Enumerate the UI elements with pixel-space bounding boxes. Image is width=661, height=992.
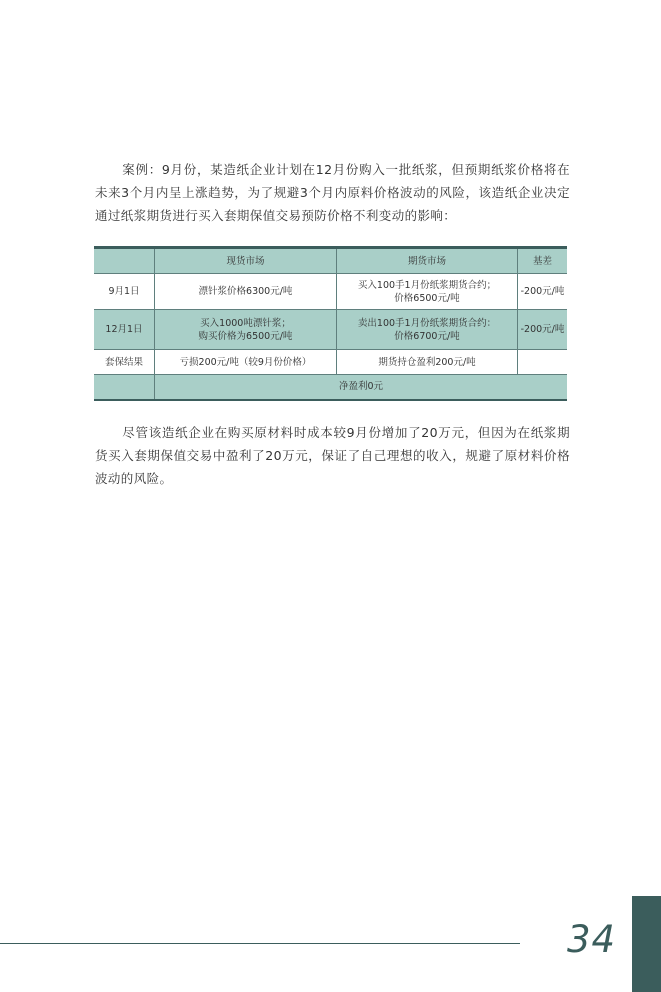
spot-cell: 漂针浆价格6300元/吨 — [155, 274, 337, 310]
futures-cell: 期货持仓盈利200元/吨 — [337, 350, 518, 375]
net-blank-cell — [94, 375, 155, 400]
header-basis: 基差 — [518, 248, 568, 274]
intro-text: 案例：9月份，某造纸企业计划在12月份购入一批纸浆，但预期纸浆价格将在未来3个月内呈上涨趋势，为了规避3个月内原料价格波动的风险，该造纸企业决定通过纸浆期货进行买入套期保值交易预防价格不利变动的影响： — [95, 162, 570, 223]
table-row — [94, 350, 567, 375]
row-label: 9月1日 — [94, 274, 155, 310]
conclusion-paragraph — [95, 421, 570, 490]
footer-rule — [0, 943, 520, 944]
basis-cell: -200元/吨 — [518, 274, 568, 310]
header-blank-cell — [94, 248, 155, 274]
net-result-row — [94, 375, 567, 400]
header-futures-market: 期货市场 — [337, 248, 518, 274]
net-result-cell: 净盈利0元 — [155, 375, 568, 400]
row-label: 套保结果 — [94, 350, 155, 375]
table-row — [94, 310, 567, 350]
futures-cell: 买入100手1月份纸浆期货合约； 价格6500元/吨 — [337, 274, 518, 310]
spot-cell: 买入1000吨漂针浆； 购买价格为6500元/吨 — [155, 310, 337, 350]
row-label: 12月1日 — [94, 310, 155, 350]
conclusion-text: 尽管该造纸企业在购买原材料时成本较9月份增加了20万元，但因为在纸浆期货买入套期保值交易中盈利了20万元，保证了自己理想的收入，规避了原材料价格波动的风险。 — [95, 425, 570, 486]
table-header-row — [94, 248, 567, 274]
intro-paragraph — [95, 158, 570, 227]
table-row — [94, 274, 567, 310]
page-edge-bar — [632, 896, 661, 992]
hedging-table — [94, 246, 567, 401]
page-number: 34 — [567, 918, 617, 961]
futures-cell: 卖出100手1月份纸浆期货合约： 价格6700元/吨 — [337, 310, 518, 350]
header-spot-market: 现货市场 — [155, 248, 337, 274]
basis-cell — [518, 350, 568, 375]
spot-cell: 亏损200元/吨（较9月份价格） — [155, 350, 337, 375]
basis-cell: -200元/吨 — [518, 310, 568, 350]
